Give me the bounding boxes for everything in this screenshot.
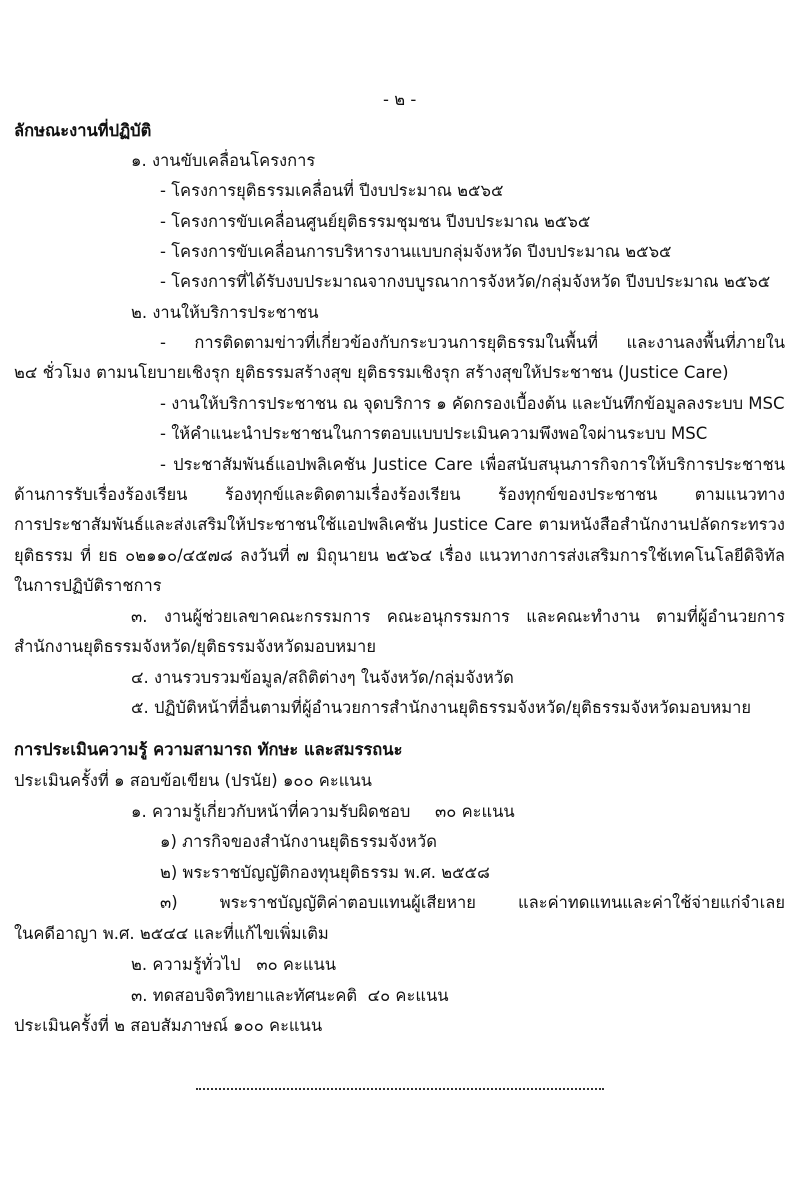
item1-title: ๑. งานขับเคลื่อนโครงการ [131, 151, 316, 170]
item2-title: ๒. งานให้บริการประชาชน [131, 303, 319, 322]
assessment-heading: การประเมินความรู้ ความสามารถ ทักษะ และสมรรถนะ [14, 740, 403, 759]
round1: ประเมินครั้งที่ ๑ สอบข้อเขียน (ปรนัย) ๑๐๐ คะแนน [14, 771, 372, 790]
item3-line2: สำนักงานยุติธรรมจังหวัด/ยุติธรรมจังหวัดมอบหมาย [14, 637, 376, 656]
knowledge1-sub3-line1: ๓) พระราชบัญญัติค่าตอบแทนผู้เสียหาย และค่าทดแทนและค่าใช้จ่ายแก่จำเลย [160, 893, 785, 912]
knowledge1-sub1: ๑) ภารกิจของสำนักงานยุติธรรมจังหวัด [160, 832, 437, 851]
item2-bullet2: - งานให้บริการประชาชน ณ จุดบริการ ๑ คัดกรองเบื้องต้น และบันทึกข้อมูลลงระบบ MSC [160, 394, 785, 413]
item2-bullet1-line1: - การติดตามข่าวที่เกี่ยวข้องกับกระบวนการยุติธรรมในพื้นที่ และงานลงพื้นที่ภายใน [160, 333, 785, 352]
page-number: - ๒ - [383, 90, 417, 109]
item2-bullet4-line4: ยุติธรรม ที่ ยธ ๐๒๑๑๐/๔๕๗๘ ลงวันที่ ๗ มิถุนายน ๒๕๖๔ เรื่อง แนวทางการส่งเสริมการใช้เทคโนโลยีดิจิทัล [14, 546, 785, 565]
item1-bullet: - โครงการที่ได้รับงบประมาณจากงบบูรณาการจังหวัด/กลุ่มจังหวัด ปีงบประมาณ ๒๕๖๕ [160, 272, 771, 291]
knowledge1-sub3-line2: ในคดีอาญา พ.ศ. ๒๕๔๔ และที่แก้ไขเพิ่มเติม [14, 924, 329, 943]
item1-bullet: - โครงการยุติธรรมเคลื่อนที่ ปีงบประมาณ ๒๕๖๕ [160, 181, 504, 200]
dotted-divider [196, 1088, 604, 1090]
item2-bullet4-line3: การประชาสัมพันธ์และส่งเสริมให้ประชาชนใช้แอปพลิเคชัน Justice Care ตามหนังสือสำนักงานปลัดกระทรวง [14, 515, 785, 534]
item2-bullet4-line1: - ประชาสัมพันธ์แอปพลิเคชัน Justice Care เพื่อสนับสนุนภารกิจการให้บริการประชาชน [160, 455, 785, 474]
knowledge1-sub2: ๒) พระราชบัญญัติกองทุนยุติธรรม พ.ศ. ๒๕๕๘ [160, 863, 490, 882]
item1-bullet: - โครงการขับเคลื่อนการบริหารงานแบบกลุ่มจังหวัด ปีงบประมาณ ๒๕๖๕ [160, 242, 672, 261]
item2-bullet1-line2: ๒๔ ชั่วโมง ตามนโยบายเชิงรุก ยุติธรรมสร้างสุข ยุติธรรมเชิงรุก สร้างสุขให้ประชาชน (Justice Care) [14, 363, 729, 382]
item5: ๕. ปฏิบัติหน้าที่อื่นตามที่ผู้อำนวยการสำนักงานยุติธรรมจังหวัด/ยุติธรรมจังหวัดมอบหมาย [131, 698, 752, 717]
item4: ๔. งานรวบรวมข้อมูล/สถิติต่างๆ ในจังหวัด/กลุ่มจังหวัด [131, 668, 514, 687]
knowledge1-score: ๓๐ คะแนน [435, 802, 515, 821]
item3-line1: ๓. งานผู้ช่วยเลขาคณะกรรมการ คณะอนุกรรมการ และคณะทำงาน ตามที่ผู้อำนวยการ [131, 607, 785, 626]
knowledge1-title: ๑. ความรู้เกี่ยวกับหน้าที่ความรับผิดชอบ [131, 802, 411, 821]
round2: ประเมินครั้งที่ ๒ สอบสัมภาษณ์ ๑๐๐ คะแนน [14, 1016, 323, 1035]
item2-bullet3: - ให้คำแนะนำประชาชนในการตอบแบบประเมินความพึงพอใจผ่านระบบ MSC [160, 424, 708, 443]
knowledge2: ๒. ความรู้ทั่วไป ๓๐ คะแนน [131, 955, 337, 974]
item2-bullet4-line2: ด้านการรับเรื่องร้องเรียน ร้องทุกข์และติดตามเรื่องร้องเรียน ร้องทุกข์ของประชาชน ตามแนวทาง [14, 485, 785, 504]
item1-bullet: - โครงการขับเคลื่อนศูนย์ยุติธรรมชุมชน ปีงบประมาณ ๒๕๖๕ [160, 212, 591, 231]
item2-bullet4-line5: ในการปฏิบัติราชการ [14, 576, 162, 595]
knowledge3: ๓. ทดสอบจิตวิทยาและทัศนะคติ ๔๐ คะแนน [131, 986, 449, 1005]
duties-heading: ลักษณะงานที่ปฏิบัติ [14, 121, 152, 140]
